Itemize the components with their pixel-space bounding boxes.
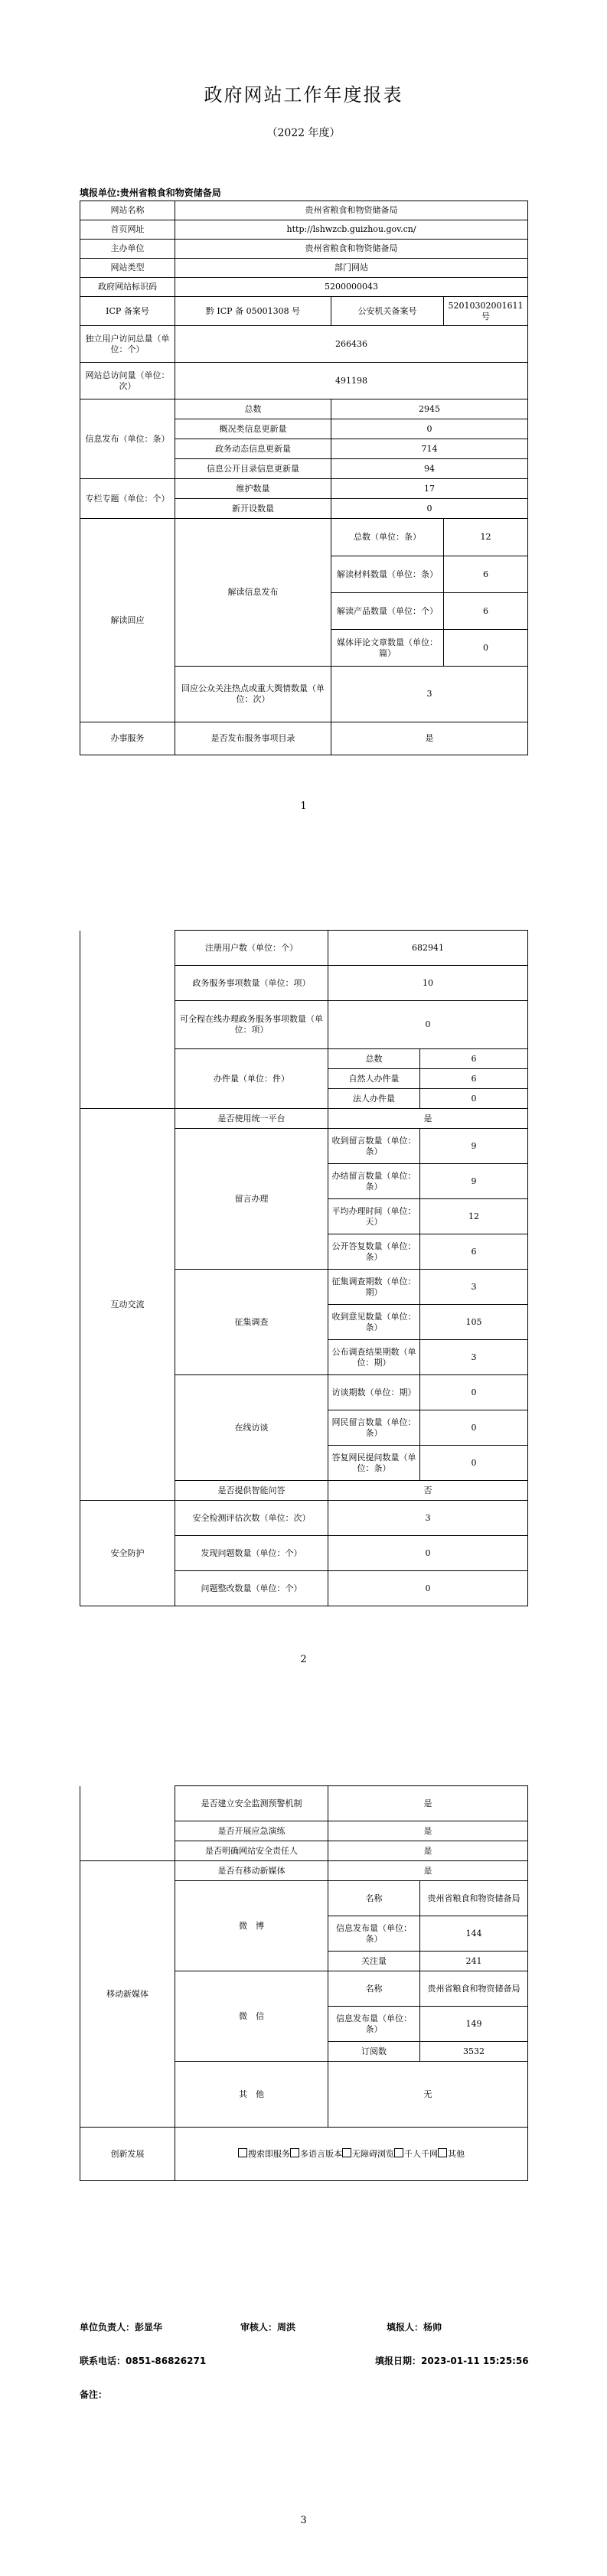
interp-total-label: 总数（单位：条） <box>331 519 444 556</box>
interview-questions-value: 0 <box>420 1410 528 1446</box>
interview-answers-label: 答复网民提问数量（单位：条） <box>328 1446 420 1481</box>
security-eval-label: 安全检测评估次数（单位：次） <box>175 1501 328 1536</box>
online-items-value: 0 <box>328 1001 528 1049</box>
wechat-label: 微 信 <box>175 1971 328 2062</box>
monitor-label: 是否建立安全监测预警机制 <box>175 1786 328 1821</box>
msg-avg-label: 平均办理时间（单位：天） <box>328 1199 420 1234</box>
interp-material-label: 解读材料数量（单位：条） <box>331 556 444 593</box>
page-number-3: 3 <box>300 2515 307 2526</box>
handled-legal-value: 0 <box>420 1089 528 1109</box>
online-items-label: 可全程在线办理政务服务事项数量（单位：项） <box>175 1001 328 1049</box>
info-overview-value: 0 <box>331 419 528 439</box>
info-overview-label: 概况类信息更新量 <box>175 419 331 439</box>
site-name-value: 贵州省粮食和物资储备局 <box>175 201 528 220</box>
innov-option-other[interactable]: 其他 <box>438 2149 465 2159</box>
site-code-label: 政府网站标识码 <box>80 278 175 297</box>
interp-media-value: 0 <box>444 630 528 667</box>
hotspot-value: 3 <box>331 667 528 722</box>
security-eval-value: 3 <box>328 1501 528 1536</box>
host-label: 主办单位 <box>80 240 175 259</box>
survey-opinions-value: 105 <box>420 1305 528 1340</box>
visits-label: 网站总访问量（单位：次） <box>80 363 175 399</box>
survey-issues-label: 征集调查期数（单位：期） <box>328 1270 420 1305</box>
wechat-name-label: 名称 <box>328 1971 420 2007</box>
resp-person-label: 是否明确网站安全责任人 <box>175 1841 328 1861</box>
weibo-name-label: 名称 <box>328 1881 420 1916</box>
service-items-label: 政务服务事项数量（单位：项） <box>175 966 328 1001</box>
column-new-label: 新开设数量 <box>175 499 331 519</box>
smart-qa-value: 否 <box>328 1481 528 1501</box>
checkbox-icon <box>290 2148 299 2157</box>
site-code-value: 5200000043 <box>175 278 528 297</box>
psb-value: 52010302001611 号 <box>444 297 528 326</box>
survey-opinions-label: 收到意见数量（单位：条） <box>328 1305 420 1340</box>
smart-qa-label: 是否提供智能问答 <box>175 1481 328 1501</box>
homepage-label: 首页网址 <box>80 220 175 240</box>
info-public-value: 94 <box>331 459 528 479</box>
visitors-label: 独立用户访问总量（单位：个） <box>80 326 175 363</box>
icp-label: ICP 备案号 <box>80 297 175 326</box>
handled-legal-label: 法人办件量 <box>328 1089 420 1109</box>
interp-product-value: 6 <box>444 593 528 630</box>
service-dir-value: 是 <box>331 722 528 755</box>
column-new-value: 0 <box>331 499 528 519</box>
monitor-value: 是 <box>328 1786 528 1821</box>
info-release-label: 信息发布（单位：条） <box>80 399 175 479</box>
wechat-posts-label: 信息发布量（单位：条） <box>328 2007 420 2042</box>
interview-answers-value: 0 <box>420 1446 528 1481</box>
resp-person-value: 是 <box>328 1841 528 1861</box>
info-public-label: 信息公开目录信息更新量 <box>175 459 331 479</box>
security-fixed-value: 0 <box>328 1571 528 1606</box>
weibo-posts-label: 信息发布量（单位：条） <box>328 1916 420 1952</box>
service-dir-label: 是否发布服务事项目录 <box>175 722 331 755</box>
info-total-value: 2945 <box>331 399 528 419</box>
msg-avg-value: 12 <box>420 1199 528 1234</box>
visitors-value: 266436 <box>175 326 528 363</box>
innovation-options <box>175 2128 528 2181</box>
weibo-label: 微 博 <box>175 1881 328 1971</box>
checkbox-icon <box>238 2148 247 2157</box>
column-maint-label: 维护数量 <box>175 479 331 499</box>
column-maint-value: 17 <box>331 479 528 499</box>
icp-value: 黔 ICP 备 05001308 号 <box>175 297 331 326</box>
innovation-label: 创新发展 <box>80 2128 175 2181</box>
info-total-label: 总数 <box>175 399 331 419</box>
msg-public-label: 公开答复数量（单位：条） <box>328 1234 420 1270</box>
handled-total-label: 总数 <box>328 1049 420 1069</box>
info-dynamic-value: 714 <box>331 439 528 459</box>
innov-option-search[interactable]: 搜索即服务 <box>238 2149 290 2159</box>
has-mobile-value: 是 <box>328 1861 528 1881</box>
page-number-1: 1 <box>300 801 307 812</box>
handled-total-value: 6 <box>420 1049 528 1069</box>
interaction-label: 互动交流 <box>80 1109 175 1501</box>
survey-results-value: 3 <box>420 1340 528 1375</box>
report-table-page-1 <box>80 201 528 755</box>
security-label: 安全防护 <box>80 1501 175 1606</box>
survey-label: 征集调查 <box>175 1270 328 1375</box>
report-table-page-3 <box>80 1785 528 2181</box>
column-topic-label: 专栏专题（单位：个） <box>80 479 175 519</box>
wechat-name-value: 贵州省粮食和物资储备局 <box>420 1971 528 2007</box>
site-type-label: 网站类型 <box>80 259 175 278</box>
response-label: 解读回应 <box>80 519 175 722</box>
service-items-value: 10 <box>328 966 528 1001</box>
site-name-label: 网站名称 <box>80 201 175 220</box>
message-handling-label: 留言办理 <box>175 1129 328 1270</box>
reg-users-label: 注册用户数（单位：个） <box>175 931 328 966</box>
msg-done-label: 办结留言数量（单位：条） <box>328 1164 420 1199</box>
psb-label: 公安机关备案号 <box>331 297 444 326</box>
security-found-value: 0 <box>328 1536 528 1571</box>
checkbox-icon <box>342 2148 351 2157</box>
innov-option-accessible[interactable]: 无障碍浏览 <box>342 2149 394 2159</box>
other-media-value: 无 <box>328 2062 528 2128</box>
wechat-subs-value: 3532 <box>420 2042 528 2062</box>
page-title: 政府网站工作年度报表 <box>204 84 403 106</box>
reg-users-value: 682941 <box>328 931 528 966</box>
security-cont-cell <box>80 1786 175 1861</box>
other-media-label: 其 他 <box>175 2062 328 2128</box>
msg-public-value: 6 <box>420 1234 528 1270</box>
interview-issues-value: 0 <box>420 1375 528 1410</box>
service-cont-cell <box>80 931 175 1109</box>
info-dynamic-label: 政务动态信息更新量 <box>175 439 331 459</box>
msg-received-label: 收到留言数量（单位：条） <box>328 1129 420 1164</box>
msg-received-value: 9 <box>420 1129 528 1164</box>
site-type-value: 部门网站 <box>175 259 528 278</box>
weibo-posts-value: 144 <box>420 1916 528 1952</box>
report-year: （2022 年度） <box>266 127 341 139</box>
interp-material-value: 6 <box>444 556 528 593</box>
checkbox-icon <box>394 2148 403 2157</box>
reviewer: 审核人：周洪 <box>240 2322 296 2333</box>
msg-done-value: 9 <box>420 1164 528 1199</box>
weibo-follow-label: 关注量 <box>328 1952 420 1971</box>
interview-questions-label: 网民留言数量（单位：条） <box>328 1410 420 1446</box>
weibo-name-value: 贵州省粮食和物资储备局 <box>420 1881 528 1916</box>
security-fixed-label: 问题整改数量（单位：个） <box>175 1571 328 1606</box>
filing-unit: 填报单位:贵州省粮食和物资储备局 <box>80 187 221 198</box>
security-found-label: 发现问题数量（单位：个） <box>175 1536 328 1571</box>
remarks: 备注： <box>80 2389 108 2400</box>
handled-person-value: 6 <box>420 1069 528 1089</box>
report-table-page-2 <box>80 930 528 1606</box>
handled-label: 办件量（单位：件） <box>175 1049 328 1109</box>
drill-value: 是 <box>328 1821 528 1841</box>
checkbox-icon <box>438 2148 447 2157</box>
visits-value: 491198 <box>175 363 528 399</box>
homepage-url[interactable]: http://lshwzcb.guizhou.gov.cn/ <box>175 220 528 240</box>
interview-issues-label: 访谈期数（单位：期） <box>328 1375 420 1410</box>
unit-head: 单位负责人：彭显华 <box>80 2322 163 2333</box>
wechat-subs-label: 订阅数 <box>328 2042 420 2062</box>
wechat-posts-value: 149 <box>420 2007 528 2042</box>
has-mobile-label: 是否有移动新媒体 <box>175 1861 328 1881</box>
platform-value: 是 <box>328 1109 528 1129</box>
innov-option-personal[interactable]: 千人千网 <box>394 2149 438 2159</box>
contact-phone: 联系电话：0851-86826271 <box>80 2356 207 2366</box>
innov-option-multilang[interactable]: 多语言版本 <box>290 2149 342 2159</box>
weibo-follow-value: 241 <box>420 1952 528 1971</box>
survey-issues-value: 3 <box>420 1270 528 1305</box>
host-value: 贵州省粮食和物资储备局 <box>175 240 528 259</box>
drill-label: 是否开展应急演练 <box>175 1821 328 1841</box>
platform-label: 是否使用统一平台 <box>175 1109 328 1129</box>
interp-product-label: 解读产品数量（单位：个） <box>331 593 444 630</box>
page-number-2: 2 <box>300 1654 307 1665</box>
hotspot-label: 回应公众关注热点或重大舆情数量（单位：次） <box>175 667 331 722</box>
service-label: 办事服务 <box>80 722 175 755</box>
survey-results-label: 公布调查结果期数（单位：期） <box>328 1340 420 1375</box>
filler: 填报人：杨帅 <box>387 2322 442 2333</box>
mobile-media-label: 移动新媒体 <box>80 1861 175 2128</box>
handled-person-label: 自然人办件量 <box>328 1069 420 1089</box>
interp-release-label: 解读信息发布 <box>175 519 331 667</box>
interp-total-value: 12 <box>444 519 528 556</box>
fill-date: 填报日期：2023-01-11 15:25:56 <box>375 2356 529 2366</box>
interp-media-label: 媒体评论文章数量（单位：篇） <box>331 630 444 667</box>
interview-label: 在线访谈 <box>175 1375 328 1481</box>
